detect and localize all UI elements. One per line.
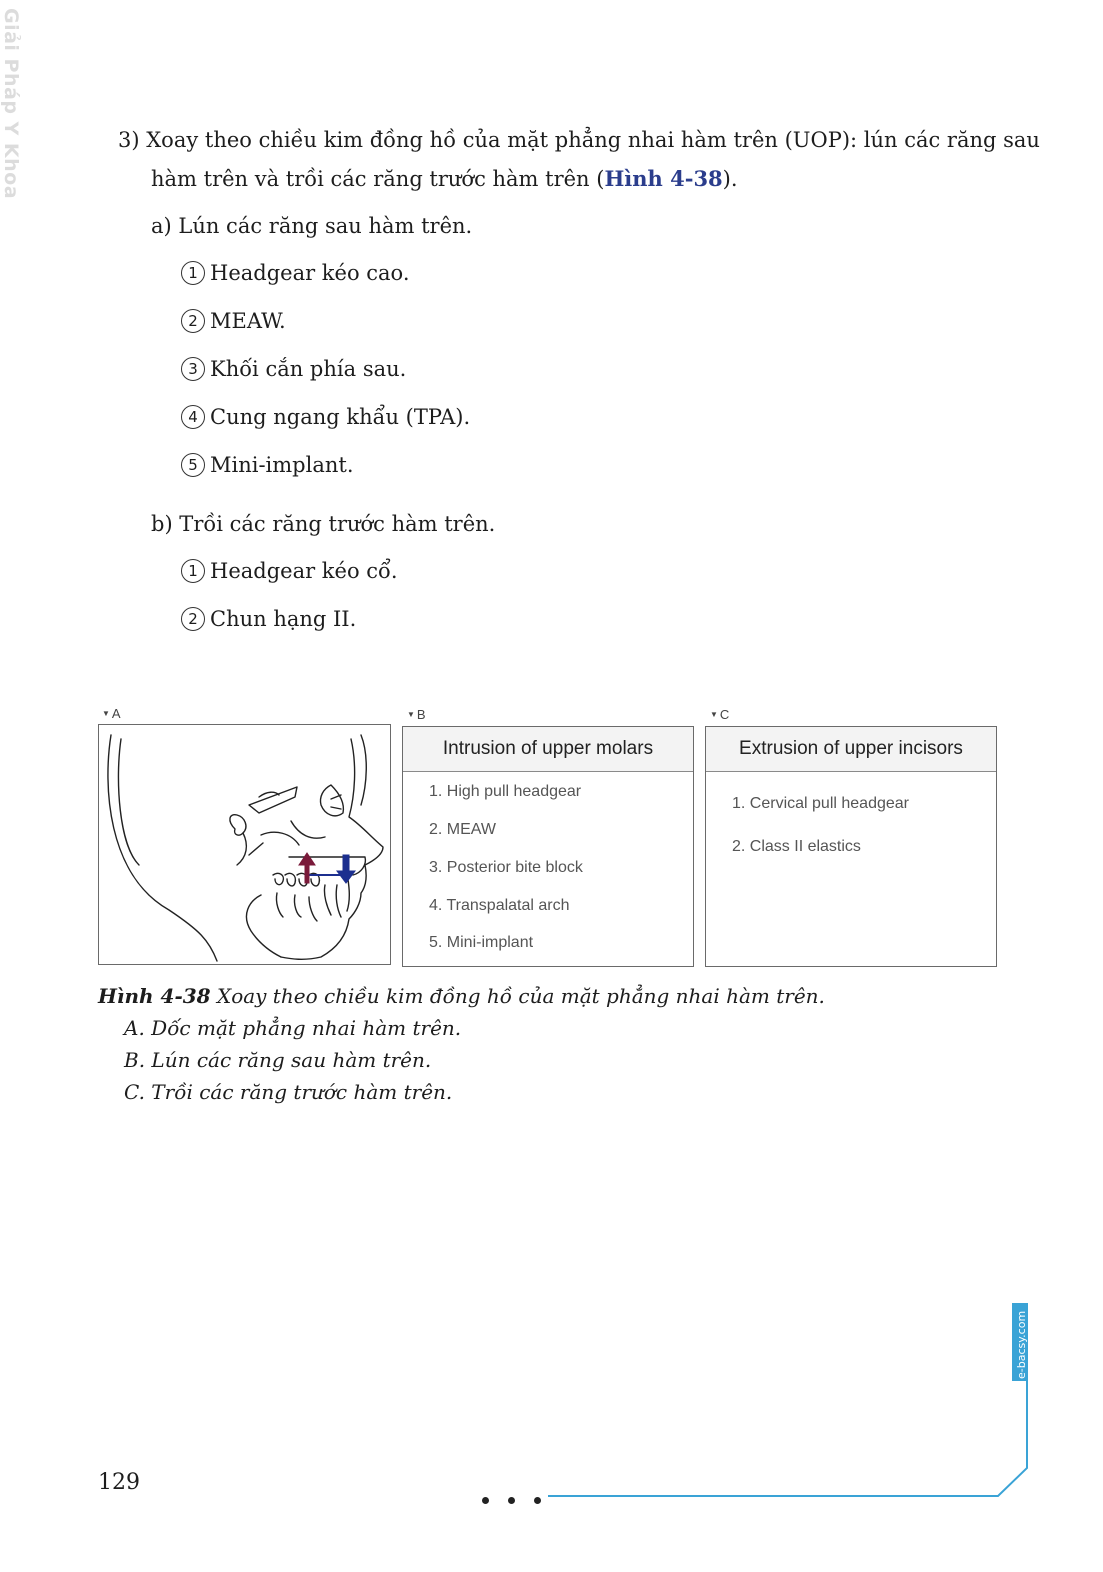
figure-caption-label: Hình 4-38: [98, 984, 211, 1008]
panel-b-item: 4. Transpalatal arch: [429, 897, 570, 914]
list-item: [181, 607, 356, 632]
list-item-text: Mini-implant.: [210, 453, 354, 477]
list-item: [181, 261, 410, 286]
list-item: [181, 309, 286, 334]
list-item: [181, 559, 398, 584]
list-item-text: Khối cắn phía sau.: [210, 357, 407, 381]
figure-caption-text: Xoay theo chiều kim đồng hồ của mặt phẳng nhai hàm trên.: [210, 984, 825, 1008]
list-item-text: Chun hạng II.: [210, 607, 357, 631]
page-number: 129: [98, 1470, 140, 1495]
circled-number: 1: [181, 261, 205, 285]
circled-number: 2: [181, 309, 205, 333]
panel-b-item: 1. High pull headgear: [429, 783, 582, 800]
caption-item: C. Trồi các răng trước hàm trên.: [124, 1080, 453, 1104]
panel-b-item: 5. Mini-implant: [429, 934, 534, 951]
sub-b-label: b) Trồi các răng trước hàm trên.: [151, 512, 496, 536]
item-3-line-2-text: hàm trên và trồi các răng trước hàm trên (: [151, 167, 605, 191]
site-tag-text: e-bacsy.com: [1015, 1310, 1028, 1379]
panel-b-intrusion-list: [402, 726, 694, 967]
panel-c-extrusion-list: [705, 726, 997, 967]
circled-number: 3: [181, 357, 205, 381]
side-watermark: [0, 8, 26, 200]
caption-item: A. Dốc mặt phẳng nhai hàm trên.: [124, 1016, 462, 1040]
panel-b-item: 2. MEAW: [429, 821, 496, 838]
panel-b-title: Intrusion of upper molars: [403, 727, 693, 772]
extrusion-arrow-icon: [337, 855, 355, 883]
panel-c-item: 1. Cervical pull headgear: [732, 795, 909, 812]
item-3-line-1: 3) Xoay theo chiều kim đồng hồ của mặt phẳng nhai hàm trên (UOP): lún các răng sau: [118, 128, 1040, 152]
panel-c-item: 2. Class II elastics: [732, 838, 861, 855]
list-item-text: Headgear kéo cổ.: [210, 559, 398, 583]
panel-c-tag: ▼ C: [710, 707, 730, 722]
panel-a-face-diagram: [98, 724, 391, 965]
list-item-text: Cung ngang khẩu (TPA).: [210, 405, 471, 429]
list-item-text: MEAW.: [210, 309, 286, 333]
sub-a-label: a) Lún các răng sau hàm trên.: [151, 214, 473, 238]
footer-dots: [482, 1489, 560, 1508]
circled-number: 5: [181, 453, 205, 477]
panel-a-tag: ▼ A: [102, 706, 121, 721]
face-profile-illustration: [99, 725, 389, 963]
list-item: [181, 405, 470, 430]
panel-b-tag: ▼ B: [407, 707, 426, 722]
caption-item: B. Lún các răng sau hàm trên.: [124, 1048, 432, 1072]
list-item-text: Headgear kéo cao.: [210, 261, 410, 285]
circled-number: 4: [181, 405, 205, 429]
list-item: [181, 453, 354, 478]
circled-number: 2: [181, 607, 205, 631]
item-3-line-2: [151, 166, 738, 192]
item-3-line-2-end: ).: [722, 167, 738, 191]
site-tag: [1012, 1303, 1028, 1381]
figure-reference-link[interactable]: Hình 4-38: [604, 166, 723, 191]
list-item: [181, 357, 406, 382]
panel-b-item: 3. Posterior bite block: [429, 859, 583, 876]
circled-number: 1: [181, 559, 205, 583]
side-watermark-text: Giải Pháp Y Khoa: [0, 8, 22, 200]
figure-caption: [98, 984, 825, 1008]
panel-c-title: Extrusion of upper incisors: [706, 727, 996, 772]
